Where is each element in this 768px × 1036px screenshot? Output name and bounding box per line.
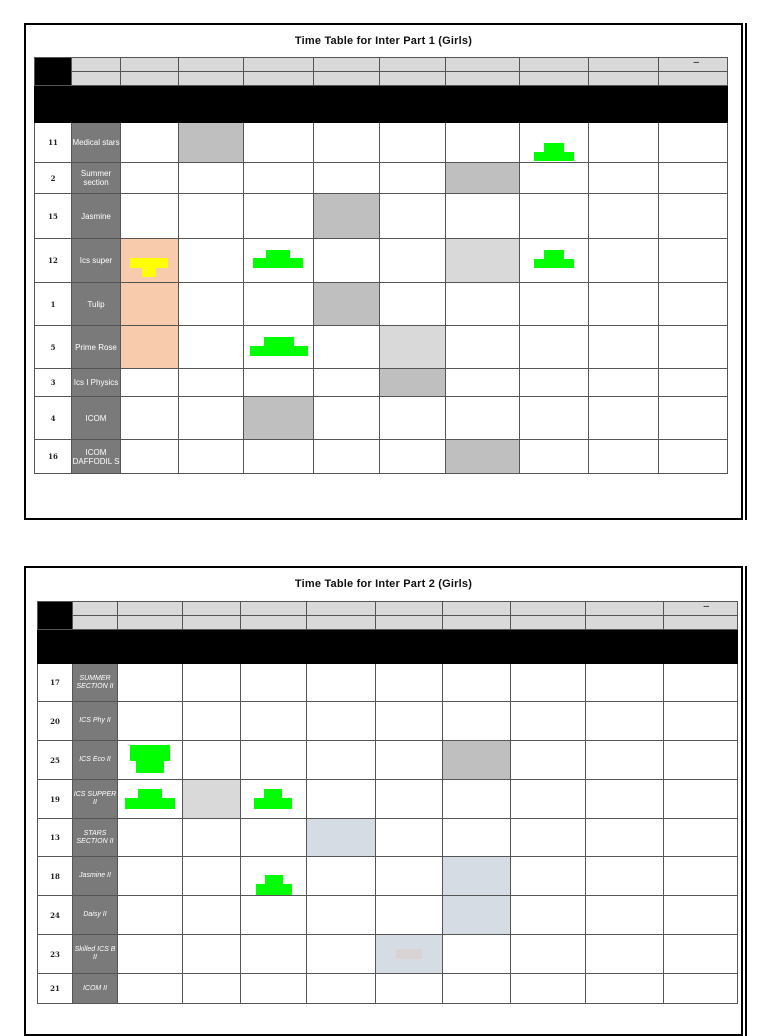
- green-block-shape: [125, 789, 175, 810]
- class-name-cell: ICS SUPPER II: [73, 780, 118, 819]
- class-name-cell: SUMMER SECTION II: [73, 664, 118, 702]
- placeholder-block-shape: [396, 949, 422, 959]
- timetable-page-part2: [24, 566, 743, 1036]
- row-number: 23: [38, 935, 73, 974]
- class-name-cell: Tulip: [72, 283, 121, 326]
- row-number: 18: [38, 857, 73, 896]
- class-name-cell: Jasmine II: [73, 857, 118, 896]
- row-number: 11: [35, 123, 72, 163]
- class-name-cell: Prime Rose: [72, 326, 121, 369]
- table-row: [38, 819, 738, 857]
- header-dash: –: [703, 601, 709, 612]
- page-edge: [745, 566, 747, 1036]
- table-row: [38, 741, 738, 780]
- page-edge: [745, 23, 747, 520]
- green-block-shape: [256, 875, 292, 896]
- row-number: 1: [35, 283, 72, 326]
- row-number: 24: [38, 896, 73, 935]
- page-title: Time Table for Inter Part 1 (Girls): [294, 35, 473, 47]
- green-block-shape: [253, 250, 303, 269]
- timetable-page-part1: [24, 23, 743, 520]
- table-row: [35, 369, 728, 397]
- table-row: [38, 664, 738, 702]
- class-name-cell: Jasmine: [72, 194, 121, 239]
- table-row: [35, 397, 728, 440]
- table-row: [38, 702, 738, 741]
- row-number: 4: [35, 397, 72, 440]
- row-number: 2: [35, 163, 72, 194]
- row-number: 16: [35, 440, 72, 474]
- row-number: 5: [35, 326, 72, 369]
- class-name-cell: Ics I Physics: [72, 369, 121, 397]
- class-name-cell: ICOM DAFFODIL S: [72, 440, 121, 474]
- row-number: 21: [38, 974, 73, 1004]
- header-black-band: [35, 86, 728, 123]
- green-block-shape: [534, 250, 574, 269]
- timetable-grid: [37, 601, 738, 1004]
- row-number: 19: [38, 780, 73, 819]
- header-corner: [35, 58, 72, 86]
- green-block-shape: [534, 143, 574, 162]
- table-row: [35, 123, 728, 163]
- green-block-shape: [250, 337, 308, 357]
- table-row: [38, 935, 738, 974]
- table-row: [38, 974, 738, 1004]
- yellow-block-shape: [130, 258, 168, 278]
- table-row: [38, 896, 738, 935]
- row-number: 25: [38, 741, 73, 780]
- page-title: Time Table for Inter Part 2 (Girls): [294, 578, 473, 590]
- table-row: [35, 440, 728, 474]
- row-number: 17: [38, 664, 73, 702]
- class-name-cell: Daisy II: [73, 896, 118, 935]
- table-row: [35, 194, 728, 239]
- class-name-cell: ICS Phy II: [73, 702, 118, 741]
- class-name-cell: Ics super: [72, 239, 121, 283]
- class-name-cell: ICOM II: [73, 974, 118, 1004]
- timetable-grid: [34, 57, 728, 474]
- row-number: 13: [38, 819, 73, 857]
- class-name-cell: Summer section: [72, 163, 121, 194]
- table-row: [35, 239, 728, 283]
- class-name-cell: STARS SECTION II: [73, 819, 118, 857]
- row-number: 12: [35, 239, 72, 283]
- row-number: 15: [35, 194, 72, 239]
- green-block-shape: [254, 789, 292, 810]
- table-row: [35, 163, 728, 194]
- header-dash: –: [693, 57, 699, 68]
- table-row: [35, 326, 728, 369]
- header-black-band: [38, 630, 738, 664]
- class-name-cell: Medical stars: [72, 123, 121, 163]
- row-number: 3: [35, 369, 72, 397]
- header-corner: [38, 602, 73, 630]
- green-block-shape: [130, 745, 170, 775]
- class-name-cell: ICS Eco II: [73, 741, 118, 780]
- table-row: [38, 780, 738, 819]
- table-row: [35, 283, 728, 326]
- class-name-cell: ICOM: [72, 397, 121, 440]
- table-row: [38, 857, 738, 896]
- row-number: 20: [38, 702, 73, 741]
- class-name-cell: Skilled ICS B II: [73, 935, 118, 974]
